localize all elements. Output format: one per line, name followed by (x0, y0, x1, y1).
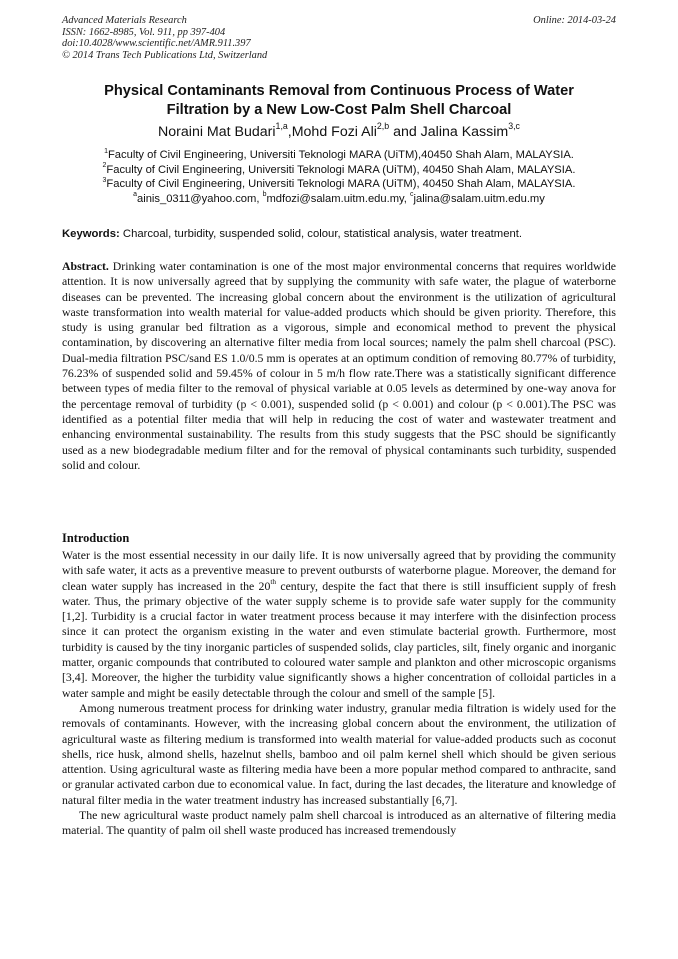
intro-paragraph-2: Among numerous treatment process for drinking water industry, granular media filtration is widely used for the removals of contaminants. However, with the increasing global concern about the environment, the utilization of agricultural waste as filtering medium is transformed into wealth material for value-added products such as coconut shells, rice husk, almond shells, hazelnut shells, bamboo and oil palm kernel shell which should be given serious attention. Using agricultural waste as filtering media have been a more popular method compared to anthracite, sand or granular activated carbon due to economical value. In fact, during the last decades, the literature and knowledge of natural filter media in the water treatment industry has increased substantially [6,7]. (62, 700, 616, 807)
email-a-marker: a (133, 191, 137, 199)
affiliation-1-marker: 1 (104, 147, 108, 155)
email-b: mdfozi@salam.uitm.edu.my, (266, 192, 411, 205)
keywords (62, 227, 616, 242)
affiliation-1 (62, 148, 616, 163)
affiliation-3 (62, 177, 616, 192)
affiliations (62, 148, 616, 206)
email-c-marker: c (410, 191, 414, 199)
introduction-body (62, 548, 616, 839)
affiliation-3-text: Faculty of Civil Engineering, Universiti Teknologi MARA (UiTM), 40450 Shah Alam, MALAYSIA. (106, 178, 576, 191)
intro-p1-sup: th (270, 576, 277, 586)
journal-name: Advanced Materials Research (62, 15, 187, 26)
doi-line: doi:10.4028/www.scientific.net/AMR.911.397 (62, 38, 251, 50)
author-3-marker: 3,c (508, 121, 520, 132)
author-1-marker: 1,a (275, 121, 288, 132)
abstract (62, 259, 616, 473)
journal-header (62, 15, 616, 61)
keywords-text: Charcoal, turbidity, suspended solid, colour, statistical analysis, water treatment. (119, 228, 523, 240)
affiliation-1-text: Faculty of Civil Engineering, Universiti Teknologi MARA (UiTM),40450 Shah Alam, MALAYSIA. (107, 149, 574, 161)
email-b-marker: b (262, 191, 267, 199)
title-line-2: Filtration by a New Low-Cost Palm Shell Charcoal (166, 102, 512, 118)
intro-paragraph-3: The new agricultural waste product namely palm shell charcoal is introduced as an alternative of filtering media material. The quantity of palm oil shell waste produced has increased tremendously (62, 808, 616, 838)
author-1: Noraini Mat Budari (158, 124, 276, 140)
online-date: Online: 2014-03-24 (533, 15, 616, 26)
author-2: ,Mohd Fozi Ali (287, 124, 377, 140)
affiliation-2-marker: 2 (102, 162, 107, 170)
intro-p1-part-b: century, despite the fact that there is still insufficient supply of fresh water. Thus, the primary objective of the water supply scheme is to provide safe water supply for the community [1,2]. Turbidity is a crucial factor in water treatment process because it may interfere with the disinfection process since it can protect the organism existing in the water and even stimulate bacterial growth. Furthermore, most turbidity is caused by the tiny inorganic particles of suspended solids, clay particles, silt, finely organic and inorganic matter, organic compounds that contributed to coloured water sample and plankton and other microscopic organisms [3,4]. Moreover, the higher the turbidity value significantly shows a higher concentration of colloidal particles in a water sample and might be easily detectable through the colour and smell of the sample [5]. (62, 578, 616, 700)
intro-paragraph-1 (62, 548, 616, 701)
author-list (62, 123, 616, 141)
title-line-1: Physical Contaminants Removal from Continuous Process of Water (104, 83, 574, 99)
issn-line: ISSN: 1662-8985, Vol. 911, pp 397-404 (62, 26, 226, 38)
affiliation-2 (62, 163, 616, 178)
abstract-text: Drinking water contamination is one of the most major environmental concerns that requires worldwide attention. It is now universally agreed that by supplying the community with safe water, the plague of waterborne diseases can be prevented. The increasing global concern about the environment is the utilization of agricultural waste transformation into wealth material for value-added products which should be given priority. Therefore, this study is using granular bed filtration as a vigorous, simple and economical method to prevent the physical contamination, by discovering an alternative filter media from local sources; namely the palm shell charcoal (PSC). Dual-media filtration PSC/sand ES 1.0/0.5 mm is operates at an optimum condition of removing 80.77% of turbidity, 76.23% of suspended solid and 59.45% of colour in 5 m/h flow rate.There was a statistically significant difference between types of media filter to the removal of physical variable at 0.05 levels as determined by one-way anova for the percentage removal of turbidity (p < 0.001), suspended solid (p < 0.001) and colour (p < 0.001).The PSC was identified as a potential filter media that will help in reducing the cost of water and wastewater treatment and enhancing environmental sustainability. The results from this study suggests that the PSC should be significantly used as a new biodegradable medium filter and for the removal of physical contaminants such turbidity, suspended solid and colour. (62, 259, 616, 472)
keywords-label: Keywords: (62, 228, 120, 240)
email-c: jalina@salam.uitm.edu.my (413, 192, 545, 205)
author-2-marker: 2,b (376, 121, 390, 132)
author-3: and Jalina Kassim (389, 124, 509, 140)
paper-title (62, 82, 616, 120)
email-a: ainis_0311@yahoo.com, (136, 192, 263, 205)
email-line (62, 192, 616, 207)
copyright-line: © 2014 Trans Tech Publications Ltd, Switzerland (62, 49, 268, 61)
intro-p1-part-a: Water is the most essential necessity in our daily life. It is now universally agreed that by providing the community with safe water, it acts as a preventive measure to prevent outbursts of waterborne plague. Moreover, the demand for clean water supply has increased in the 20 (62, 548, 616, 593)
affiliation-3-marker: 3 (102, 176, 107, 184)
introduction-heading: Introduction (62, 531, 130, 545)
abstract-label: Abstract. (62, 259, 109, 273)
affiliation-2-text: Faculty of Civil Engineering, Universiti Teknologi MARA (UiTM), 40450 Shah Alam, MALAYSIA. (106, 163, 576, 176)
